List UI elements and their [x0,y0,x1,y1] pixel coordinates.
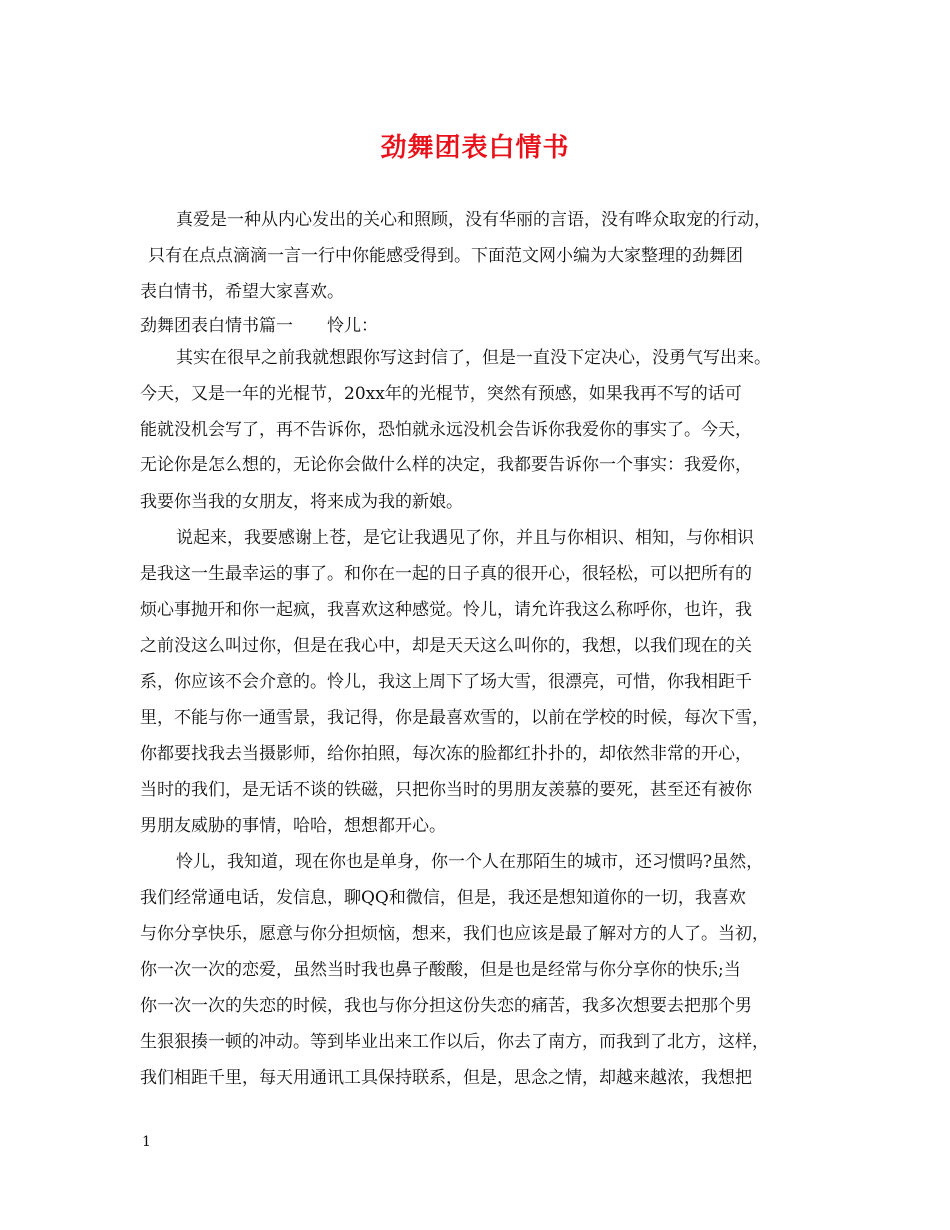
section-heading: 劲舞团表白情书篇一 怜儿： [140,316,378,336]
text-line: 你一次一次的恋爱，虽然当时我也鼻子酸酸，但是也是经常与你分享你的快乐;当 [140,960,741,980]
text-line: 我们相距千里，每天用通讯工具保持联系，但是，思念之情，却越来越浓，我想把 [140,1068,752,1088]
text-line: 今天，又是一年的光棍节，20xx年的光棍节，突然有预感，如果我再不写的话可 [140,384,742,404]
text-line: 生狠狠揍一顿的冲动。等到毕业出来工作以后，你去了南方，而我到了北方，这样， [140,1032,769,1052]
text-line: 烦心事抛开和你一起疯，我喜欢这种感觉。怜儿，请允许我这么称呼你，也许，我 [140,600,752,620]
text-line: 你都要找我去当摄影师，给你拍照，每次冻的脸都红扑扑的，却依然非常的开心， [140,744,752,764]
text-line: 系，你应该不会介意的。怜儿，我这上周下了场大雪，很漂亮，可惜，你我相距千 [140,672,752,692]
text-line: 里，不能与你一通雪景，我记得，你是最喜欢雪的，以前在学校的时候，每次下雪， [140,708,769,728]
text-line: 表白情书，希望大家喜欢。 [140,282,344,302]
text-line: 我们经常通电话，发信息，聊QQ和微信，但是，我还是想知道你的一切，我喜欢 [140,888,746,908]
text-line: 真爱是一种从内心发出的关心和照顾，没有华丽的言语，没有哗众取宠的行动， [176,210,771,230]
text-line: 只有在点点滴滴一言一行中你能感受得到。下面范文网小编为大家整理的劲舞团 [148,246,743,266]
text-line: 怜儿，我知道，现在你也是单身，你一个人在那陌生的城市，还习惯吗?虽然， [176,852,764,872]
text-line: 其实在很早之前我就想跟你写这封信了，但是一直没下定决心，没勇气写出来。 [176,348,771,368]
text-line: 是我这一生最幸运的事了。和你在一起的日子真的很开心，很轻松，可以把所有的 [140,564,752,584]
text-line: 说起来，我要感谢上苍，是它让我遇见了你，并且与你相识、相知，与你相识 [176,528,754,548]
text-line: 无论你是怎么想的，无论你会做什么样的决定，我都要告诉你一个事实：我爱你， [140,455,752,475]
text-line: 男朋友威胁的事情，哈哈，想想都开心。 [140,816,446,836]
document-title: 劲舞团表白情书 [380,133,570,163]
text-line: 与你分享快乐，愿意与你分担烦恼，想来，我们也应该是最了解对方的人了。当初， [140,924,769,944]
text-line: 之前没这么叫过你，但是在我心中，却是天天这么叫你的，我想，以我们现在的关 [140,636,752,656]
page-number: 1 [142,1134,151,1150]
text-line: 我要你当我的女朋友，将来成为我的新娘。 [140,492,463,512]
text-line: 你一次一次的失恋的时候，我也与你分担这份失恋的痛苦，我多次想要去把那个男 [140,996,752,1016]
text-line: 能就没机会写了，再不告诉你，恐怕就永远没机会告诉你我爱你的事实了。今天， [140,420,752,440]
text-line: 当时的我们，是无话不谈的铁磁，只把你当时的男朋友羡慕的要死，甚至还有被你 [140,780,752,800]
